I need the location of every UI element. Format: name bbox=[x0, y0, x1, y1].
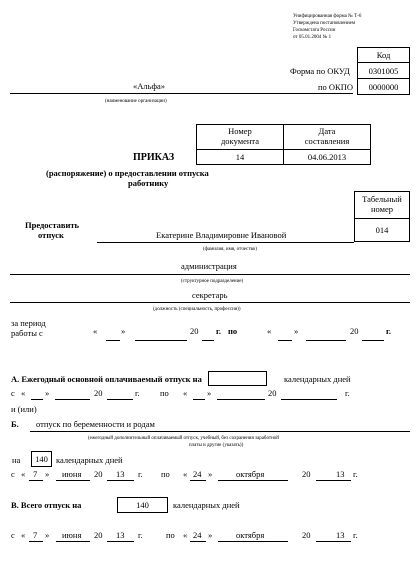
year-suffix: г. bbox=[353, 530, 358, 540]
century: 20 bbox=[302, 469, 311, 479]
quote-open: « bbox=[93, 326, 98, 336]
month-line bbox=[218, 480, 288, 481]
month-line bbox=[55, 399, 90, 400]
section-b-days[interactable]: 140 bbox=[31, 451, 52, 467]
section-a-label: А. Ежегодный основной оплачиваемый отпуск на bbox=[11, 374, 202, 384]
year-suffix: г. bbox=[386, 326, 392, 336]
day-line bbox=[190, 480, 206, 481]
year-suffix: г. bbox=[138, 530, 143, 540]
okpo-label: по ОКПО bbox=[318, 82, 354, 92]
quote-close: » bbox=[45, 388, 50, 398]
quote-close: » bbox=[121, 326, 126, 336]
employee-name-caption: (фамилия, имя, отчество) bbox=[203, 247, 257, 252]
on-label: на bbox=[12, 455, 21, 465]
quote-close: » bbox=[294, 326, 299, 336]
section-a-days-label: календарных дней bbox=[284, 374, 351, 384]
leave-type: отпуск по беременности и родам bbox=[36, 419, 155, 429]
form-note-line: Госкомстата России bbox=[293, 28, 336, 33]
tab-number-header: Табельный номер bbox=[354, 191, 410, 219]
position: секретарь bbox=[192, 290, 228, 300]
doc-number-header: Номер документа bbox=[196, 124, 284, 150]
from-month: июня bbox=[62, 530, 82, 540]
organization-name: «Альфа» bbox=[133, 81, 166, 91]
employee-name-line bbox=[97, 242, 354, 243]
to-year: 13 bbox=[336, 530, 345, 540]
department-caption: (структурное подразделение) bbox=[181, 279, 244, 284]
order-subtitle-2: работнику bbox=[128, 178, 169, 188]
century: 20 bbox=[350, 326, 359, 336]
doc-number: 14 bbox=[196, 149, 284, 165]
day-line bbox=[193, 399, 205, 400]
century: 20 bbox=[190, 326, 199, 336]
century: 20 bbox=[94, 469, 103, 479]
form-note-line: Унифицированная форма № Т-6 bbox=[293, 14, 362, 19]
section-v-days-label: календарных дней bbox=[173, 500, 240, 510]
section-v-label: В. Всего отпуск на bbox=[11, 500, 82, 510]
leave-type-line bbox=[30, 431, 410, 432]
from-year: 13 bbox=[116, 530, 125, 540]
form-note-line: Утверждена постановлением bbox=[293, 21, 356, 26]
day-line bbox=[31, 399, 43, 400]
tab-number: 014 bbox=[354, 218, 410, 242]
section-b-days-label: календарных дней bbox=[56, 455, 123, 465]
organization-line bbox=[10, 93, 353, 94]
month-line bbox=[56, 480, 90, 481]
employee-name: Екатерине Владимировне Ивановой bbox=[156, 230, 287, 240]
year-suffix: г. bbox=[216, 326, 222, 336]
day-line bbox=[106, 340, 120, 341]
to-day: 24 bbox=[193, 530, 202, 540]
section-b-label: Б. bbox=[11, 419, 19, 429]
work-period-label: за период bbox=[11, 318, 46, 328]
day-line bbox=[29, 480, 43, 481]
year-suffix: г. bbox=[345, 388, 350, 398]
and-or-label: и (или) bbox=[11, 404, 37, 414]
work-period-label-2: работы с bbox=[11, 328, 43, 338]
day-line bbox=[278, 340, 292, 341]
quote-open: « bbox=[267, 326, 272, 336]
okud-value: 0301005 bbox=[357, 62, 410, 79]
okpo-value: 0000000 bbox=[357, 78, 410, 95]
doc-date: 04.06.2013 bbox=[283, 149, 371, 165]
month-line bbox=[56, 541, 90, 542]
to-month: октября bbox=[236, 469, 265, 479]
grant-label-2: отпуск bbox=[38, 230, 64, 240]
month-line bbox=[217, 399, 265, 400]
to-month: октября bbox=[236, 530, 265, 540]
okud-label: Форма по ОКУД bbox=[290, 66, 350, 76]
doc-date-header: Дата составления bbox=[283, 124, 371, 150]
from-label: с bbox=[11, 388, 15, 398]
quote-open: « bbox=[21, 388, 26, 398]
month-line bbox=[306, 340, 346, 341]
century: 20 bbox=[94, 388, 103, 398]
order-title: ПРИКАЗ bbox=[133, 152, 175, 163]
day-line bbox=[190, 541, 206, 542]
year-suffix: г. bbox=[135, 388, 140, 398]
from-day: 7 bbox=[33, 530, 38, 540]
year-line bbox=[281, 399, 337, 400]
year-line bbox=[107, 399, 133, 400]
section-a-days-box[interactable] bbox=[208, 371, 267, 386]
quote-open: « bbox=[183, 469, 188, 479]
quote-open: « bbox=[183, 530, 188, 540]
year-suffix: г. bbox=[353, 469, 358, 479]
month-line bbox=[135, 340, 187, 341]
to-label: по bbox=[160, 388, 169, 398]
century: 20 bbox=[302, 530, 311, 540]
from-year: 13 bbox=[116, 469, 125, 479]
department: администрация bbox=[181, 261, 237, 271]
order-subtitle: (распоряжение) о предоставлении отпуска bbox=[46, 168, 209, 178]
grant-label: Предоставить bbox=[25, 220, 80, 230]
leave-type-caption: (ежегодный дополнительный оплачиваемый отпуск, учебный, без сохранения заработной bbox=[88, 436, 279, 441]
year-line bbox=[316, 480, 351, 481]
to-label: по bbox=[228, 326, 238, 336]
from-label: с bbox=[11, 469, 15, 479]
quote-close: » bbox=[208, 530, 213, 540]
quote-close: » bbox=[207, 388, 212, 398]
quote-open: « bbox=[21, 469, 26, 479]
year-line bbox=[107, 541, 134, 542]
year-line bbox=[362, 340, 384, 341]
form-note-line: от 05.01.2004 № 1 bbox=[293, 35, 332, 40]
to-label: по bbox=[166, 530, 175, 540]
code-header: Код bbox=[357, 47, 410, 63]
quote-close: » bbox=[208, 469, 213, 479]
year-line bbox=[107, 480, 134, 481]
from-month: июня bbox=[62, 469, 82, 479]
to-label: по bbox=[161, 469, 170, 479]
day-line bbox=[29, 541, 43, 542]
leave-type-caption-2: платы и другие (указать)) bbox=[189, 443, 244, 448]
quote-close: » bbox=[45, 530, 50, 540]
year-suffix: г. bbox=[138, 469, 143, 479]
year-line bbox=[316, 541, 351, 542]
month-line bbox=[218, 541, 288, 542]
from-day: 7 bbox=[33, 469, 38, 479]
quote-close: » bbox=[45, 469, 50, 479]
from-label: с bbox=[11, 530, 15, 540]
to-year: 13 bbox=[336, 469, 345, 479]
section-v-days[interactable]: 140 bbox=[117, 497, 168, 513]
to-day: 24 bbox=[193, 469, 202, 479]
century: 20 bbox=[268, 388, 277, 398]
department-line bbox=[10, 274, 410, 275]
quote-open: « bbox=[183, 388, 188, 398]
century: 20 bbox=[94, 530, 103, 540]
quote-open: « bbox=[21, 530, 26, 540]
year-line bbox=[202, 340, 214, 341]
organization-caption: (наименование организации) bbox=[105, 99, 167, 104]
position-caption: (должность (специальность, профессия)) bbox=[153, 307, 241, 312]
position-line bbox=[10, 302, 410, 303]
